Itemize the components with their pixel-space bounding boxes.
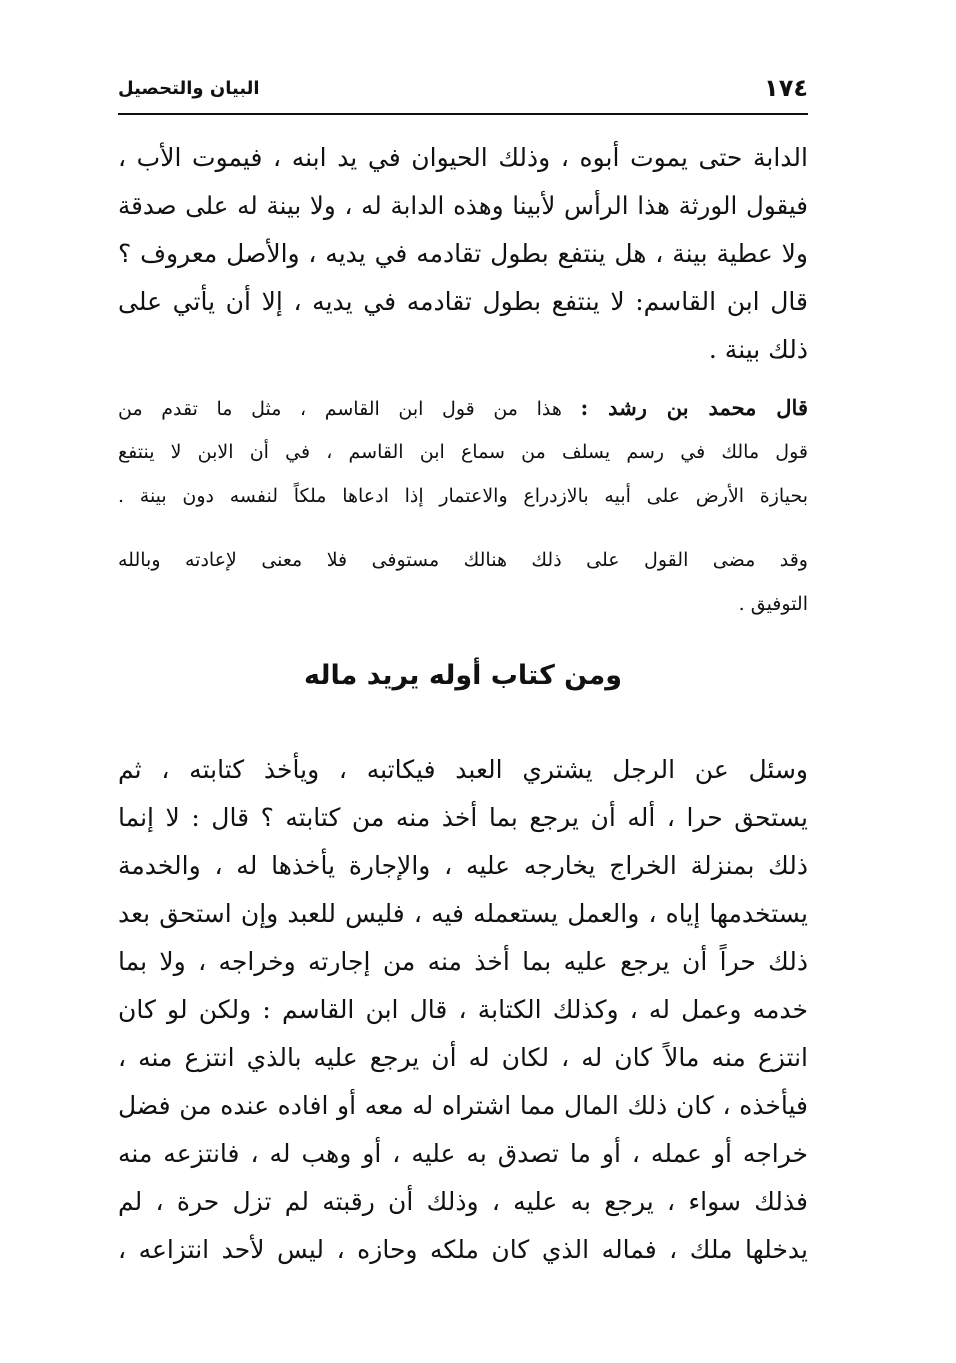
text-line: خراجه أو عمله ، أو ما تصدق به عليه ، أو وهب له ، فانتزعه منه <box>118 1139 808 1168</box>
commentary-text: هذا من قول ابن القاسم ، مثل ما تقدم من <box>118 398 562 420</box>
text-line: انتزع منه مالاً كان له ، لكان له أن يرجع عليه بالذي انتزع منه ، <box>118 1043 808 1072</box>
commentary-line: قول مالك في رسم يسلف من سماع ابن القاسم ، في أن الابن لا ينتفع <box>118 441 808 463</box>
page-header <box>118 74 808 110</box>
commentary-author: قال محمد بن رشد : <box>580 395 808 420</box>
page-number: ١٧٤ <box>764 74 808 102</box>
commentary-line: وقد مضى القول على ذلك هنالك مستوفى فلا معنى لإعادته وبالله <box>118 549 808 571</box>
text-line: قال ابن القاسم: لا ينتفع بطول تقادمه في يديه ، إلا أن يأتي على <box>118 287 808 316</box>
commentary-line <box>118 386 808 430</box>
header-rule <box>118 113 808 115</box>
commentary-line: بحيازة الأرض على أبيه بالازدراع والاعتمار إذا ادعاها ملكاً لنفسه دون بينة . <box>118 485 808 507</box>
commentary-line: التوفيق . <box>738 593 808 615</box>
text-line: يستحق حرا ، أله أن يرجع بما أخذ منه من كتابته ؟ قال : لا إنما <box>118 803 808 832</box>
commentary-paragraph <box>118 386 808 518</box>
text-line: فيقول الورثة هذا الرأس لأبينا وهذه الدابة له ، ولا بينة له على صدقة <box>118 191 808 220</box>
section-heading: ومن كتاب أوله يريد ماله <box>304 660 622 691</box>
question-paragraph <box>118 134 808 374</box>
section-paragraph <box>118 746 808 1274</box>
commentary-closing <box>118 538 808 626</box>
text-line: خدمه وعمل له ، وكذلك الكتابة ، قال ابن القاسم : ولكن لو كان <box>118 995 808 1024</box>
text-line: يدخلها ملك ، فماله الذي كان ملكه وحازه ، ليس لأحد انتزاعه ، <box>118 1235 808 1264</box>
text-line: الدابة حتى يموت أبوه ، وذلك الحيوان في يد ابنه ، فيموت الأب ، <box>118 143 808 172</box>
text-line: ذلك بينة . <box>708 335 808 364</box>
text-line: يستخدمها إياه ، والعمل يستعمله فيه ، فليس للعبد وإن استحق بعد <box>118 899 808 928</box>
text-line: ذلك بمنزلة الخراج يخارجه عليه ، والإجارة يأخذها له ، والخدمة <box>118 851 808 880</box>
text-line: ذلك حراً أن يرجع عليه بما أخذ منه من إجارته وخراجه ، ولا بما <box>118 947 808 976</box>
text-line: وسئل عن الرجل يشتري العبد فيكاتبه ، ويأخذ كتابته ، ثم <box>118 755 808 784</box>
text-line: فيأخذه ، كان ذلك المال مما اشتراه له معه أو افاده عنده من فضل <box>118 1091 808 1120</box>
running-title: البيان والتحصيل <box>118 78 260 99</box>
text-line: ولا عطية بينة ، هل ينتفع بطول تقادمه في يديه ، والأصل معروف ؟ <box>118 239 808 268</box>
text-line: فذلك سواء ، يرجع به عليه ، وذلك أن رقبته لم تزل حرة ، لم <box>118 1187 808 1216</box>
